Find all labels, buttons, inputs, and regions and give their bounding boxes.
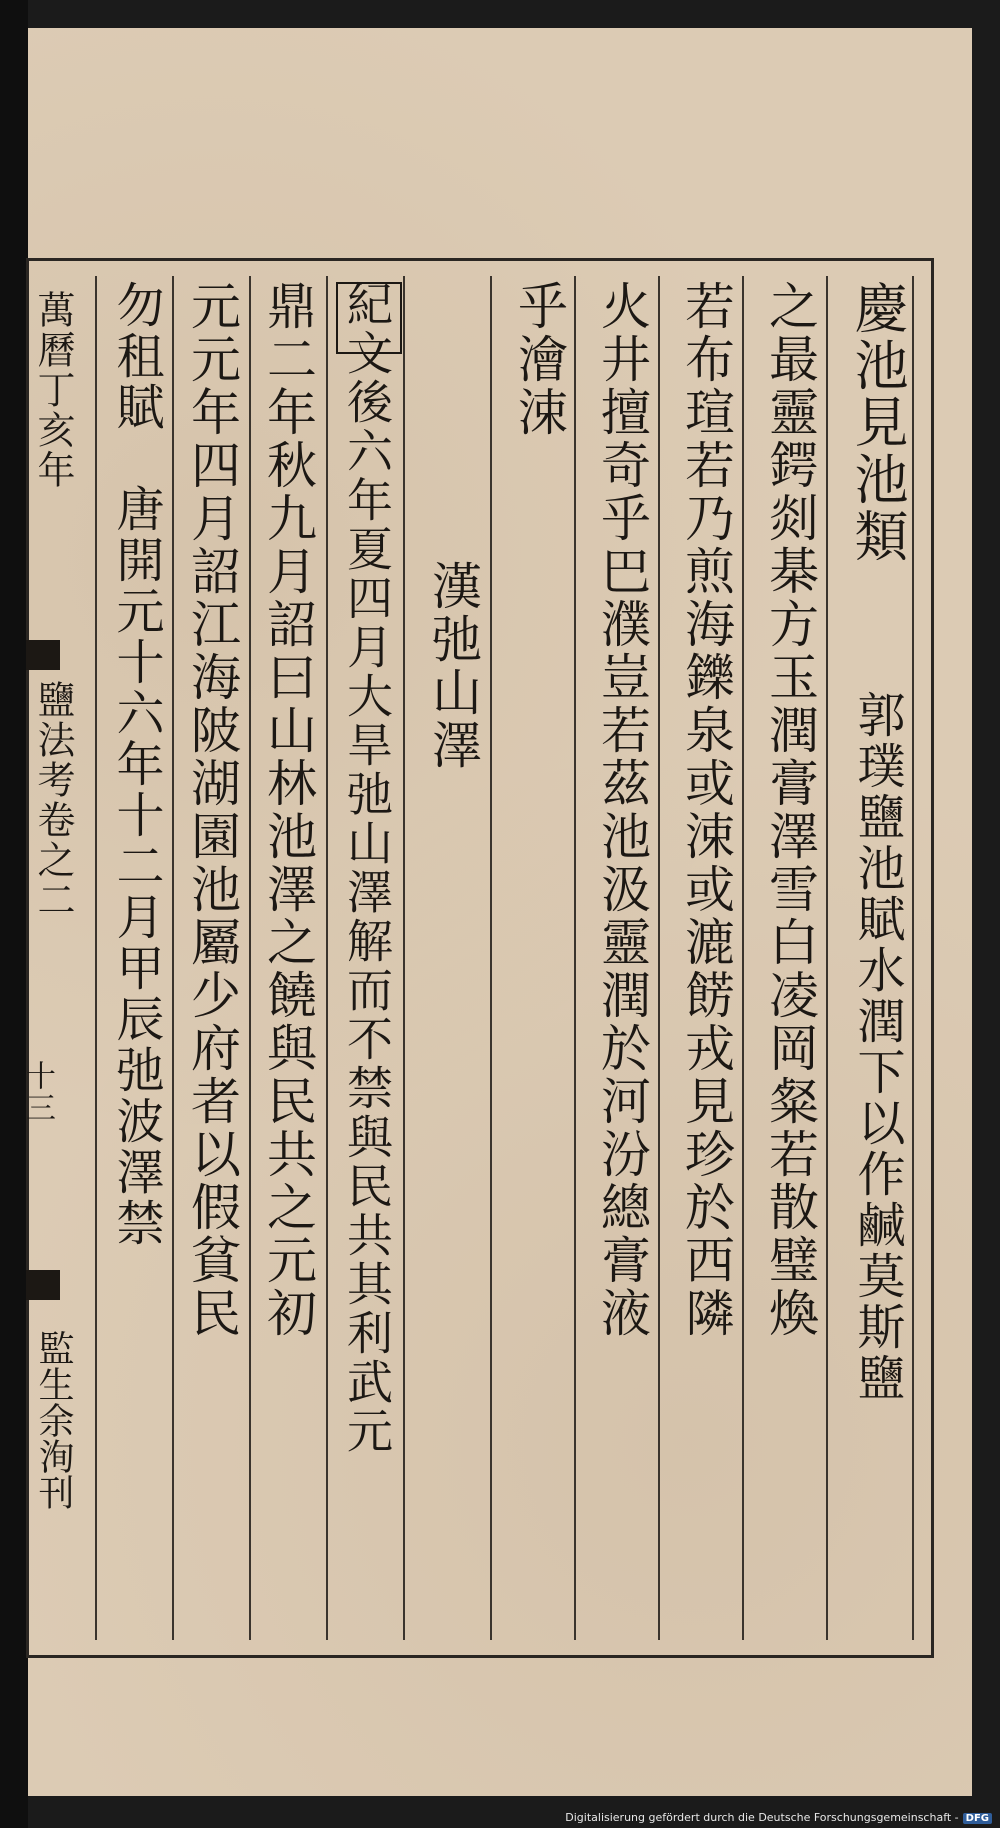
text-column-10: 勿租賦 唐開元十六年十二月甲辰弛波澤禁: [108, 280, 164, 1249]
column-rule: [490, 276, 492, 1640]
margin-title: 萬曆丁亥年: [31, 290, 75, 490]
text-column-7: 紀文後六年夏四月大旱弛山澤解而不禁與民共其利武元: [340, 280, 394, 1456]
text-column-1b: 郭璞鹽池賦水潤下以作鹹莫斯鹽: [849, 690, 905, 1404]
text-column-5: 乎澮涑: [510, 280, 568, 439]
section-heading: 漢弛山澤: [424, 560, 482, 772]
text-column-2: 之最靈鍔剡棊方玉潤膏澤雪白凌岡粲若散璧煥: [761, 280, 819, 1340]
text-column-4: 火井擅奇乎巴濮豈若茲池汲靈潤於河汾總膏液: [593, 280, 651, 1340]
text-column-3: 若布瑄若乃煎海鑠泉或涑或漉餝戎見珍於西隣: [677, 280, 735, 1340]
text-column-8: 鼎二年秋九月詔曰山林池澤之饒與民共之元初: [259, 280, 317, 1340]
margin-volume: 鹽法考卷之二: [31, 680, 75, 920]
folio-number: 十三: [20, 1060, 55, 1124]
dfg-logo: DFG: [963, 1813, 992, 1824]
column-rule: [574, 276, 576, 1640]
page-gutter: [0, 0, 28, 1828]
digitization-credit: [565, 1811, 992, 1824]
text-column-9: 元元年四月詔江海陂湖園池屬少府者以假貧民: [183, 280, 241, 1340]
fish-tail-mark: [26, 1270, 60, 1300]
text-column-1: 慶池見池類: [846, 280, 909, 565]
credit-text: Digitalisierung gefördert durch die Deutsche Forschungsgemeinschaft -: [565, 1811, 959, 1824]
margin-printer: 監生余洵刊: [33, 1330, 74, 1510]
fish-tail-mark: [26, 640, 60, 670]
